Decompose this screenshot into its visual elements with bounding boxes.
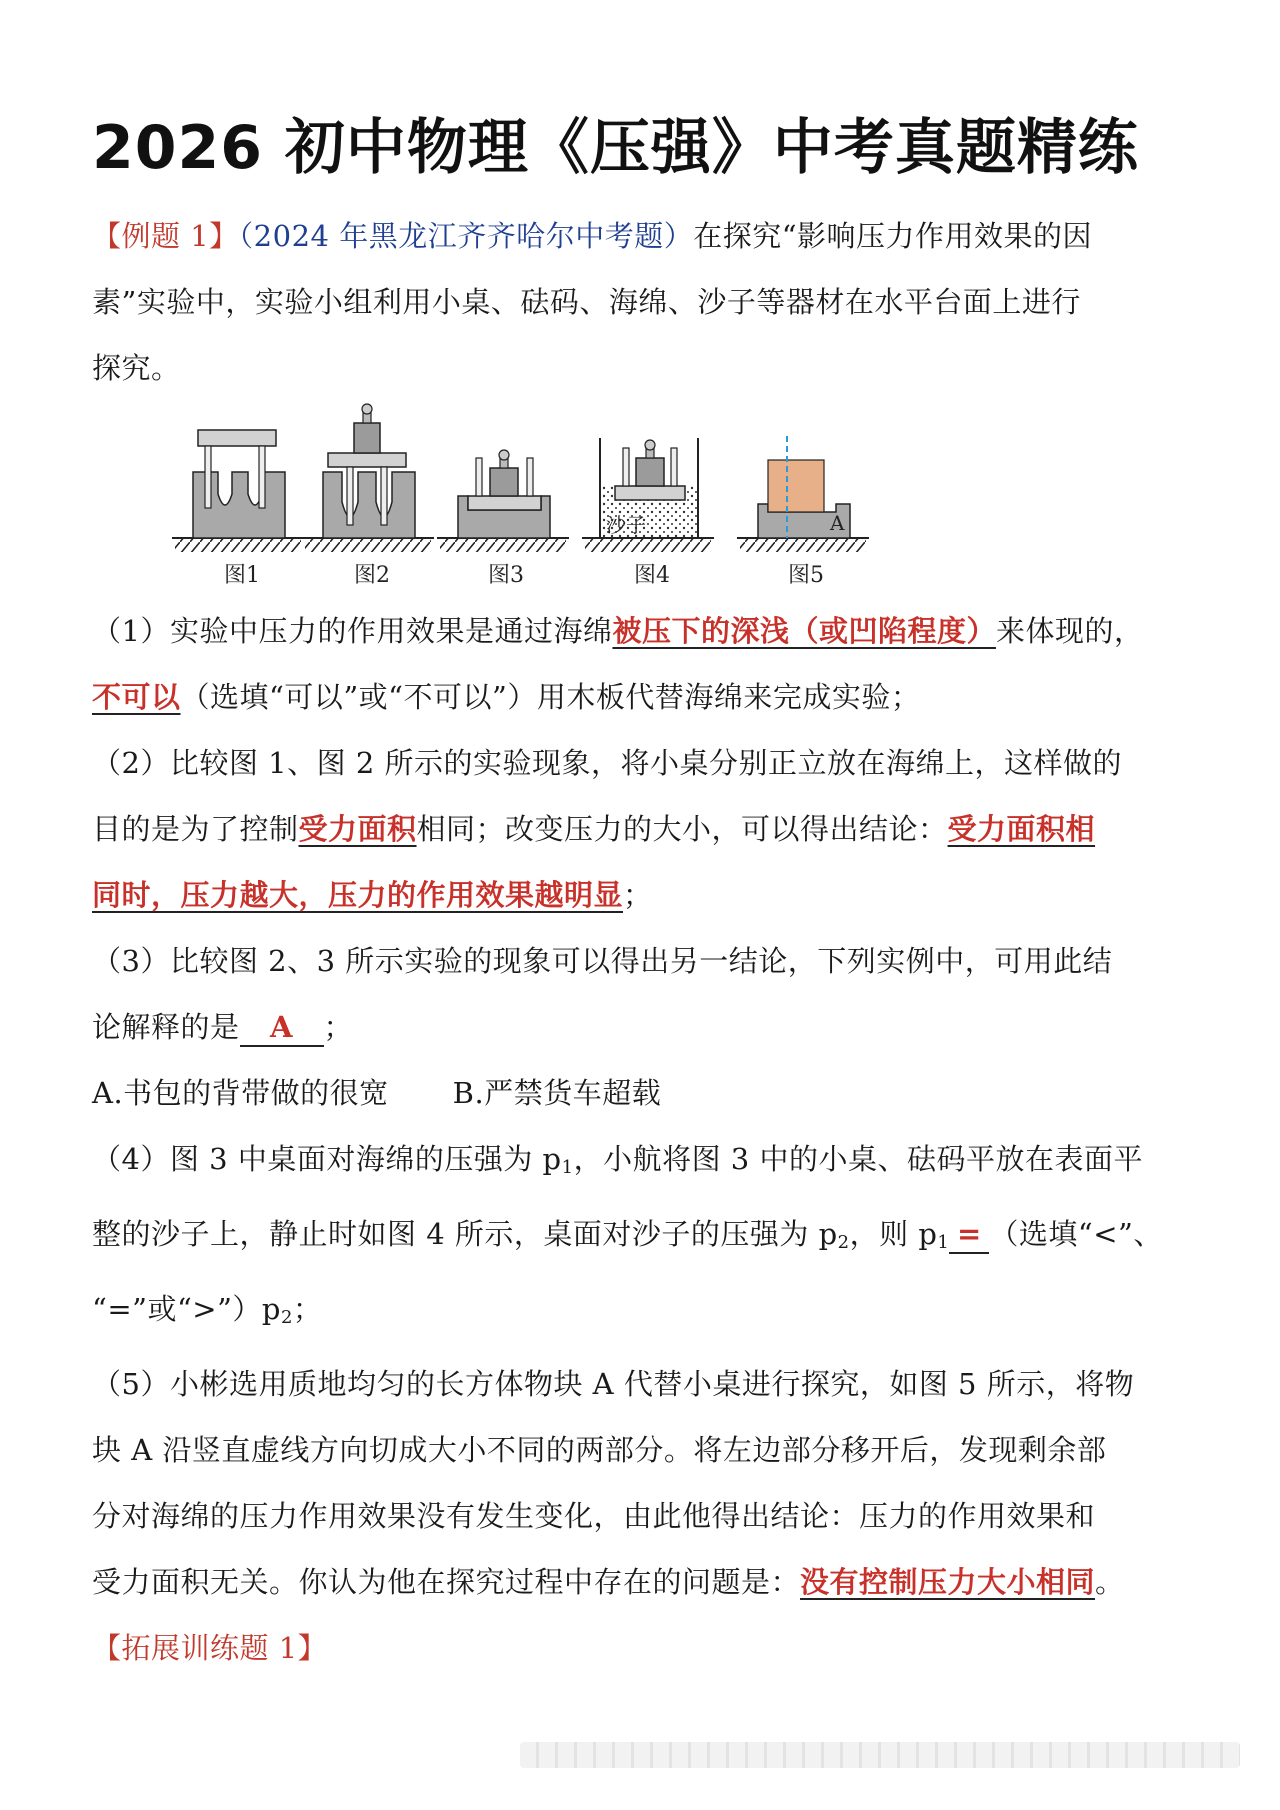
- q2-answer-1: 受力面积: [298, 812, 417, 846]
- q1-answer-2: 不可以: [92, 680, 181, 714]
- q5-line-2: 块 A 沿竖直虚线方向切成大小不同的两部分。将左边部分移开后，发现剩余部: [92, 1433, 1107, 1467]
- q2-answer-2b: 同时，压力越大，压力的作用效果越明显: [92, 878, 624, 912]
- q3-line-2: 论解释的是 A ；: [92, 994, 1192, 1060]
- intro-text-b: 素”实验中，实验小组利用小桌、砝码、海绵、沙子等器材在水平台面上进行: [92, 285, 1081, 319]
- q3-options: [92, 1060, 1192, 1126]
- block-label: A: [830, 511, 845, 535]
- figure-label-2: 图2: [354, 563, 390, 588]
- q3-line-1: （3）比较图 2、3 所示实验的现象可以得出另一结论，下列实例中，可用此结: [92, 944, 1113, 978]
- q2-line-3: 同时，压力越大，压力的作用效果越明显；: [92, 878, 653, 912]
- q4-line-1: （4）图 3 中桌面对海绵的压强为 $p_1$，小航将图 3 中的小桌、砝码平放在表面平: [92, 1142, 1143, 1178]
- intro-text-c: 探究。: [92, 351, 181, 385]
- sand-label: 沙子: [606, 513, 646, 537]
- example-intro: [92, 203, 1192, 401]
- figure-label-3: 图3: [488, 563, 524, 588]
- q2-line-2: 目的是为了控制受力面积相同；改变压力的大小，可以得出结论：受力面积相: [92, 812, 1096, 846]
- q5-line-4: 受力面积无关。你认为他在探究过程中存在的问题是：没有控制压力大小相同。: [92, 1565, 1125, 1599]
- figure-2: [302, 404, 434, 552]
- bottom-bar: [520, 1742, 1240, 1768]
- q3-answer: A: [240, 1009, 324, 1047]
- q3-option-a: A.书包的背带做的很宽: [92, 1076, 389, 1110]
- q4-line-3: “=”或“$>”)p_2$；: [92, 1292, 323, 1328]
- figure-label-5: 图5: [788, 563, 824, 588]
- page-title: 2026 初中物理《压强》中考真题精练: [92, 113, 1139, 183]
- extension-label: 【拓展训练题 1】: [92, 1631, 328, 1665]
- figure-1: [172, 430, 304, 552]
- experiment-figures: [160, 398, 1160, 598]
- example-line-1: [92, 203, 1192, 269]
- example-label: 【例题 1】: [92, 219, 239, 253]
- q2-line-1: （2）比较图 1、图 2 所示的实验现象，将小桌分别正立放在海绵上，这样做的: [92, 746, 1123, 780]
- questions: [92, 598, 1192, 1681]
- q3-option-b: B.严禁货车超载: [452, 1076, 662, 1110]
- figure-4: [582, 438, 714, 552]
- example-source: （2024 年黑龙江齐齐哈尔中考题）: [238, 219, 694, 253]
- q1-answer-1: 被压下的深浅（或凹陷程度）: [612, 614, 996, 648]
- q1-line-2: 不可以（选填“可以”或“不可以”）用木板代替海绵来完成实验；: [92, 680, 921, 714]
- q4-line-2: 整的沙子上，静止时如图 4 所示，桌面对沙子的压强为 $p_2$，则 $p_1$ = （选填“<”、: [92, 1217, 1163, 1253]
- intro-text-a: 在探究“影响压力作用效果的因: [693, 219, 1093, 253]
- q4-answer: =: [949, 1216, 989, 1254]
- figure-3: [437, 450, 569, 552]
- q5-line-3: 分对海绵的压力作用效果没有发生变化，由此他得出结论：压力的作用效果和: [92, 1499, 1096, 1533]
- figure-5: [737, 436, 869, 552]
- q5-line-1: （5）小彬选用质地均匀的长方体物块 A 代替小桌进行探究，如图 5 所示，将物: [92, 1367, 1135, 1401]
- q2-answer-2a: 受力面积相: [947, 812, 1096, 846]
- q1-line-1: （1）实验中压力的作用效果是通过海绵被压下的深浅（或凹陷程度）来体现的，: [92, 614, 1144, 648]
- figure-label-4: 图4: [634, 563, 670, 588]
- figure-label-1: 图1: [224, 563, 260, 588]
- q5-answer: 没有控制压力大小相同: [800, 1565, 1096, 1599]
